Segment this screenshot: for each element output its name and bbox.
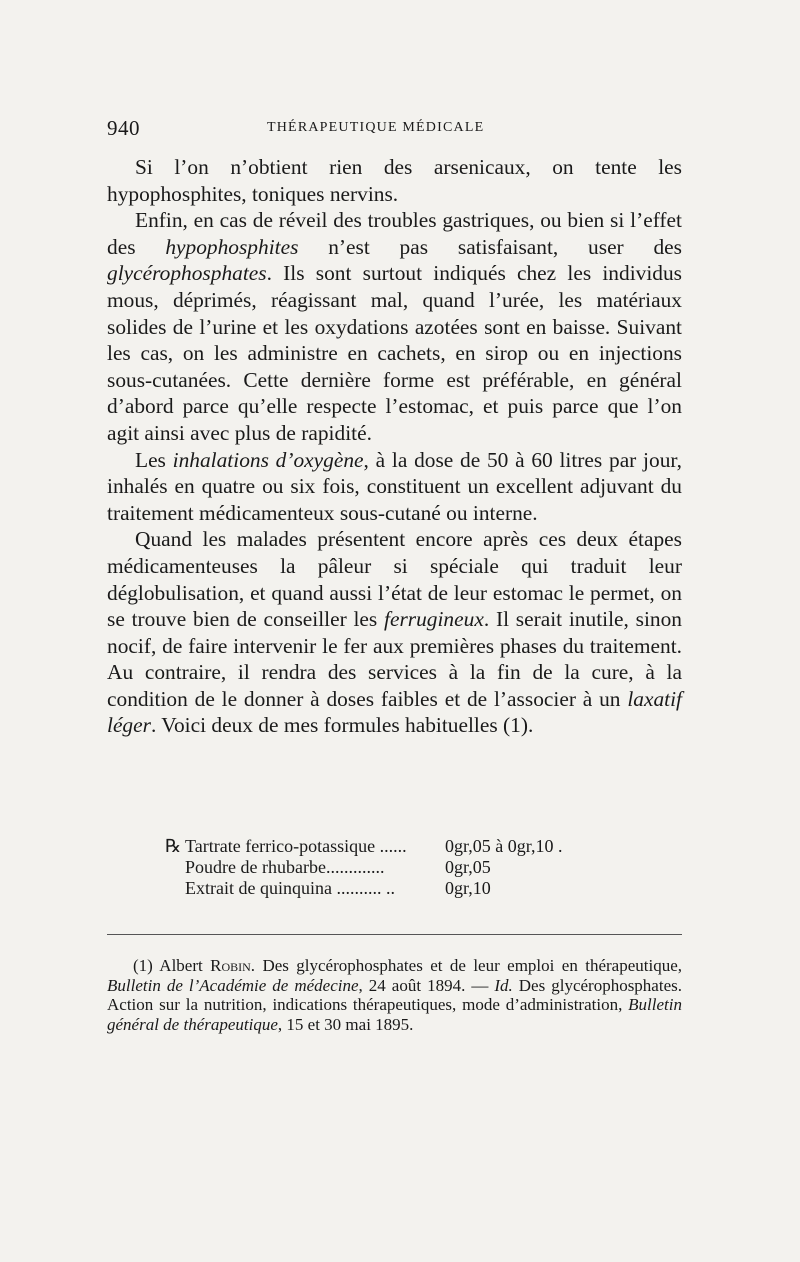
ingredient-name: Tartrate ferrico-potassique ...... <box>185 836 407 856</box>
text-run: (1) Albert <box>133 956 211 975</box>
footnote <box>107 956 682 1034</box>
ingredient-dose: 0gr,10 <box>445 878 491 898</box>
text-run: . Voici deux de mes formules habituelles (1). <box>150 713 534 738</box>
italic-run: ferrugineux <box>384 607 484 632</box>
running-title: THÉRAPEUTIQUE MÉDICALE <box>267 120 485 135</box>
italic-run: Bulletin de l’Académie de médecine <box>107 975 359 995</box>
text-run: Quand les malades présentent encore après ces deux étapes médicamenteuses la pâleur si spéciale qui traduit leur déglobulisation, et quand aussi l’état de leur estomac le permet, on se trouve bien de conseiller les <box>107 527 682 632</box>
formula-row <box>165 878 685 899</box>
paragraph <box>107 526 682 739</box>
body-text <box>107 154 682 739</box>
ingredient-name: Extrait de quinquina .......... .. <box>185 878 395 898</box>
text-run: Des glycérophosphates. Action sur la nutrition, indications thérapeutiques, mode d’administration, <box>107 975 682 1014</box>
ingredient-dose: 0gr,05 à 0gr,10 . <box>445 836 563 856</box>
footnote-divider <box>107 934 682 935</box>
italic-run: laxatif léger <box>107 686 682 738</box>
page-number: 940 <box>107 116 140 140</box>
formula-row <box>165 857 685 878</box>
text-run: n’est pas satisfaisant, user des <box>298 234 682 259</box>
text-run: , 24 août 1894. — <box>358 975 495 995</box>
paragraph <box>107 447 682 527</box>
ingredient-name: Poudre de rhubarbe............. <box>185 857 385 877</box>
text-run: Si l’on n’obtient rien des arsenicaux, on tente les hypophosphites, toniques nervins. <box>107 155 682 206</box>
italic-run: hypophosphites <box>165 234 299 259</box>
text-run: . Il serait inutile, sinon nocif, de faire intervenir le fer aux premières phases du traitement. Au contraire, il rendra des services à la fin de la cure, à la condition de le donner à doses faibles et de l’associer à un <box>107 607 682 711</box>
footnote-text <box>107 956 682 1034</box>
text-run: Les <box>135 447 173 472</box>
paragraph <box>107 154 682 207</box>
ingredient-dose: 0gr,05 <box>445 857 491 877</box>
italic-run: Id. <box>494 975 513 995</box>
text-run: . Des glycérophosphates et de leur emploi en thérapeutique, <box>250 956 682 975</box>
italic-run: glycérophosphates <box>107 261 267 286</box>
recipe-symbol: ℞ <box>165 836 182 856</box>
text-run: Enfin, en cas de réveil des troubles gastriques, ou bien si l’effet des <box>107 208 682 259</box>
italic-run: Bulletin général de thérapeutique <box>107 995 682 1034</box>
text-run: , 15 et 30 mai 1895. <box>277 1014 414 1034</box>
text-run: Robin <box>210 956 251 975</box>
paragraph <box>107 207 682 446</box>
text-run: . Ils sont surtout indiqués chez les individus mous, déprimés, réagissant mal, quand l’urée, les matériaux solides de l’urine et les oxydations azotées sont en baisse. Suivant les cas, on les administre en cachets, en sirop ou en injections sous-cutanées. Cette dernière forme est préférable, en général d’abord parce qu’elle respecte l’estomac, et puis parce que l’on agit ainsi avec plus de rapidité. <box>107 261 682 445</box>
text-run: , à la dose de 50 à 60 litres par jour, inhalés en quatre ou six fois, constituent un excellent adjuvant du traitement médicamenteux sous-cutané ou interne. <box>107 447 683 525</box>
formula-row <box>165 836 685 857</box>
page-header <box>107 116 682 142</box>
italic-run: inhalations d’oxygène <box>172 447 364 472</box>
prescription-formula <box>165 836 685 899</box>
